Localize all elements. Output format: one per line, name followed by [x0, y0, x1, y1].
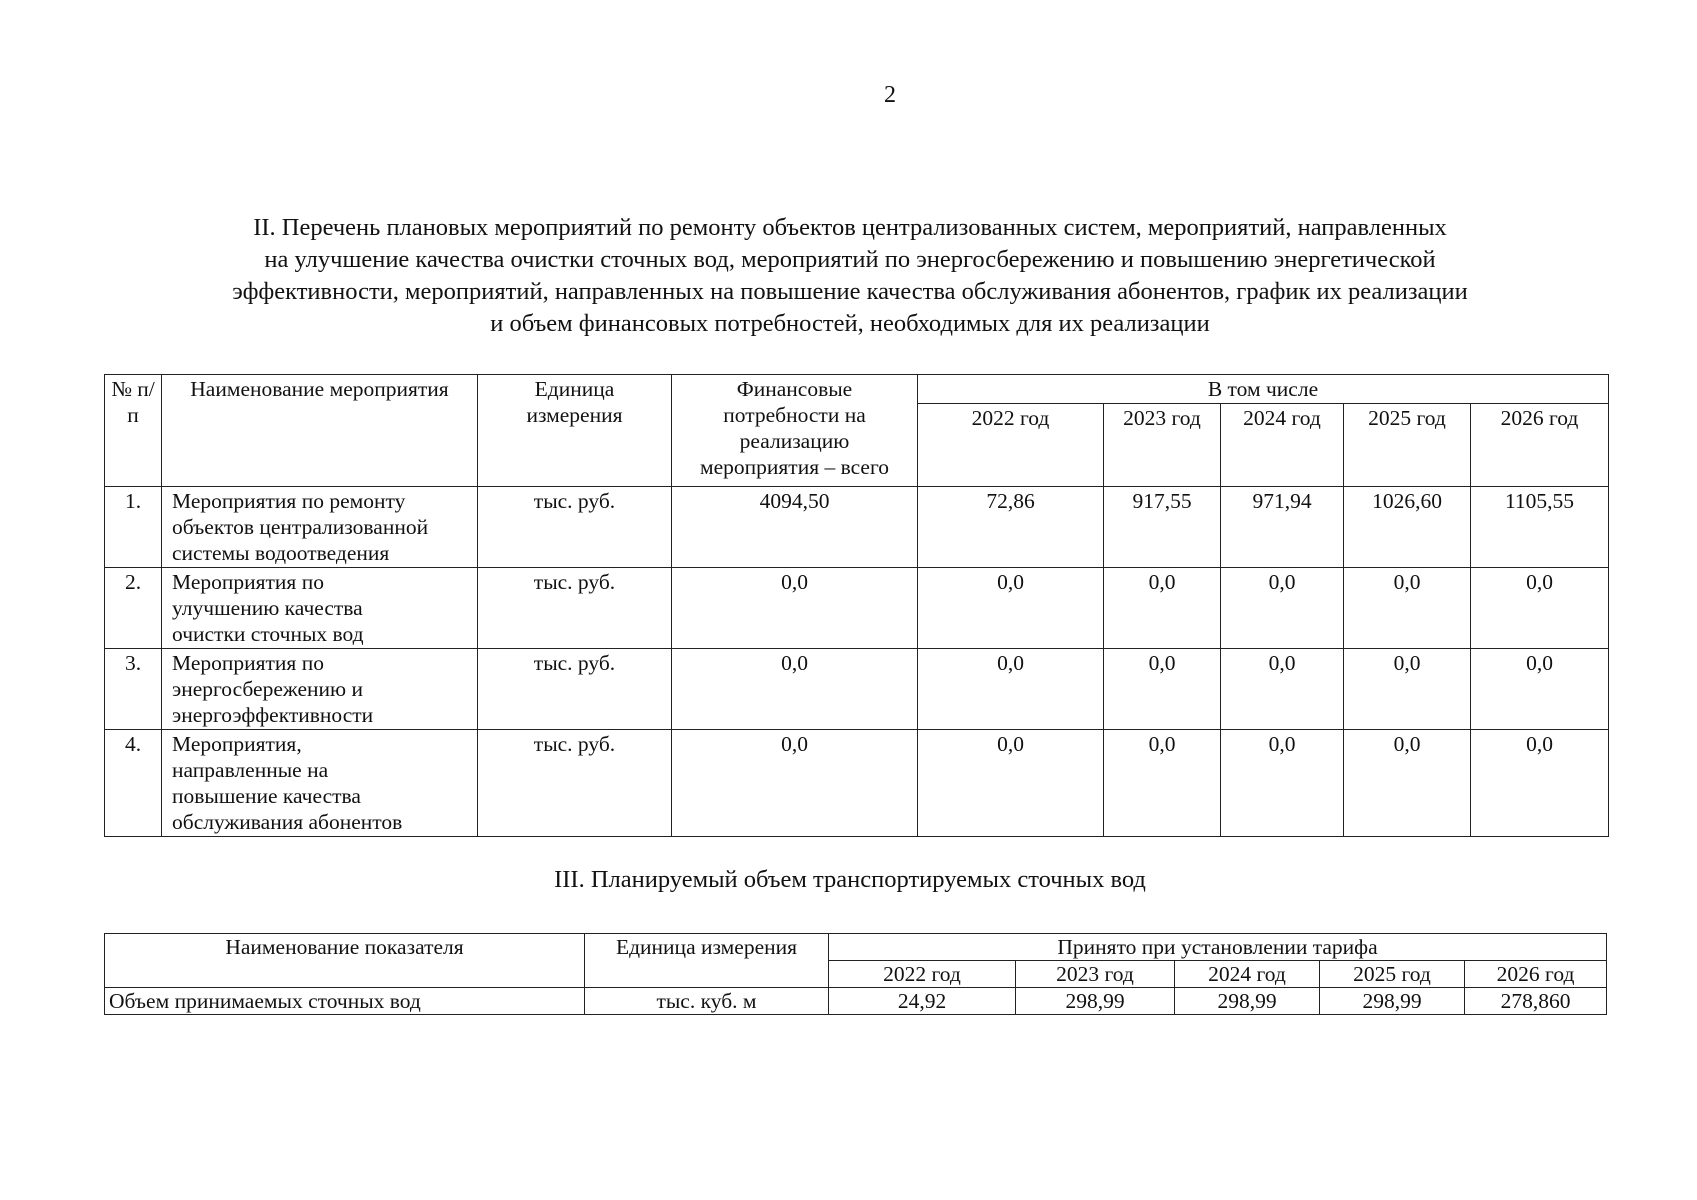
header-year: 2026 год: [1471, 404, 1609, 487]
row-year-value: 0,0: [918, 730, 1104, 837]
row-year-value: 0,0: [1344, 649, 1471, 730]
header-year: 2024 год: [1221, 404, 1344, 487]
row-year-value: 0,0: [1471, 649, 1609, 730]
row-year-value: 0,0: [1221, 730, 1344, 837]
row-year-value: 971,94: [1221, 487, 1344, 568]
header-year: 2023 год: [1104, 404, 1221, 487]
header-year: 2023 год: [1016, 961, 1175, 988]
row-year-value: 0,0: [1344, 730, 1471, 837]
row-year-value: 1105,55: [1471, 487, 1609, 568]
row-year-value: 0,0: [1104, 649, 1221, 730]
table-row: [105, 568, 1609, 649]
row-unit: тыс. куб. м: [585, 988, 829, 1015]
section-2-title-line: и объем финансовых потребностей, необходимых для их реализации: [490, 310, 1210, 337]
header-year: 2022 год: [918, 404, 1104, 487]
header-finance: Финансовые потребности на реализацию мероприятия – всего: [672, 375, 918, 487]
row-total: 0,0: [672, 730, 918, 837]
row-unit: тыс. руб.: [478, 568, 672, 649]
row-year-value: 298,99: [1016, 988, 1175, 1015]
row-year-value: 0,0: [918, 649, 1104, 730]
row-total: 0,0: [672, 649, 918, 730]
row-total: 0,0: [672, 568, 918, 649]
row-year-value: 298,99: [1320, 988, 1465, 1015]
row-unit: тыс. руб.: [478, 649, 672, 730]
header-unit: Единица измерения: [585, 934, 829, 988]
row-num: 4.: [105, 730, 162, 837]
header-year: 2024 год: [1175, 961, 1320, 988]
row-year-value: 0,0: [1221, 649, 1344, 730]
table-header-row: [105, 375, 1609, 404]
row-year-value: 298,99: [1175, 988, 1320, 1015]
section-2-title-line: на улучшение качества очистки сточных вод, мероприятий по энергосбережению и повышению энергетической: [264, 246, 1436, 273]
row-name: Мероприятия по энергосбережению и энергоэффективности: [162, 649, 478, 730]
table-row: [105, 730, 1609, 837]
section-2-title: [120, 212, 1580, 340]
row-year-value: 917,55: [1104, 487, 1221, 568]
header-indicator: Наименование показателя: [105, 934, 585, 988]
header-year: 2025 год: [1344, 404, 1471, 487]
row-name: Мероприятия, направленные на повышение качества обслуживания абонентов: [162, 730, 478, 837]
header-unit: Единица измерения: [478, 375, 672, 487]
row-year-value: 0,0: [918, 568, 1104, 649]
row-year-value: 0,0: [1221, 568, 1344, 649]
row-unit: тыс. руб.: [478, 487, 672, 568]
row-num: 2.: [105, 568, 162, 649]
header-year: 2025 год: [1320, 961, 1465, 988]
row-total: 4094,50: [672, 487, 918, 568]
header-including: В том числе: [918, 375, 1609, 404]
header-name: Наименование мероприятия: [162, 375, 478, 487]
table-row: [105, 988, 1607, 1015]
row-unit: тыс. руб.: [478, 730, 672, 837]
header-num: № п/п: [105, 375, 162, 487]
header-year: 2026 год: [1465, 961, 1607, 988]
measures-table: [104, 374, 1609, 837]
row-num: 1.: [105, 487, 162, 568]
header-year: 2022 год: [829, 961, 1016, 988]
row-year-value: 24,92: [829, 988, 1016, 1015]
section-2-title-line: II. Перечень плановых мероприятий по ремонту объектов централизованных систем, мероприятий, направленных: [253, 214, 1447, 241]
row-year-value: 1026,60: [1344, 487, 1471, 568]
section-3-title: III. Планируемый объем транспортируемых сточных вод: [554, 866, 1146, 893]
row-year-value: 0,0: [1104, 568, 1221, 649]
row-indicator: Объем принимаемых сточных вод: [105, 988, 585, 1015]
row-name: Мероприятия по ремонту объектов централизованной системы водоотведения: [162, 487, 478, 568]
header-accepted: Принято при установлении тарифа: [829, 934, 1607, 961]
row-year-value: 72,86: [918, 487, 1104, 568]
table-row: [105, 487, 1609, 568]
row-name: Мероприятия по улучшению качества очистки сточных вод: [162, 568, 478, 649]
table-row: [105, 649, 1609, 730]
wastewater-volume-table: [104, 933, 1607, 1015]
row-year-value: 0,0: [1344, 568, 1471, 649]
row-year-value: 0,0: [1104, 730, 1221, 837]
page-number: 2: [884, 82, 896, 108]
section-2-title-line: эффективности, мероприятий, направленных на повышение качества обслуживания абонентов, график их реализации: [232, 278, 1468, 305]
row-year-value: 278,860: [1465, 988, 1607, 1015]
row-year-value: 0,0: [1471, 568, 1609, 649]
table-header-row: [105, 934, 1607, 961]
row-year-value: 0,0: [1471, 730, 1609, 837]
row-num: 3.: [105, 649, 162, 730]
